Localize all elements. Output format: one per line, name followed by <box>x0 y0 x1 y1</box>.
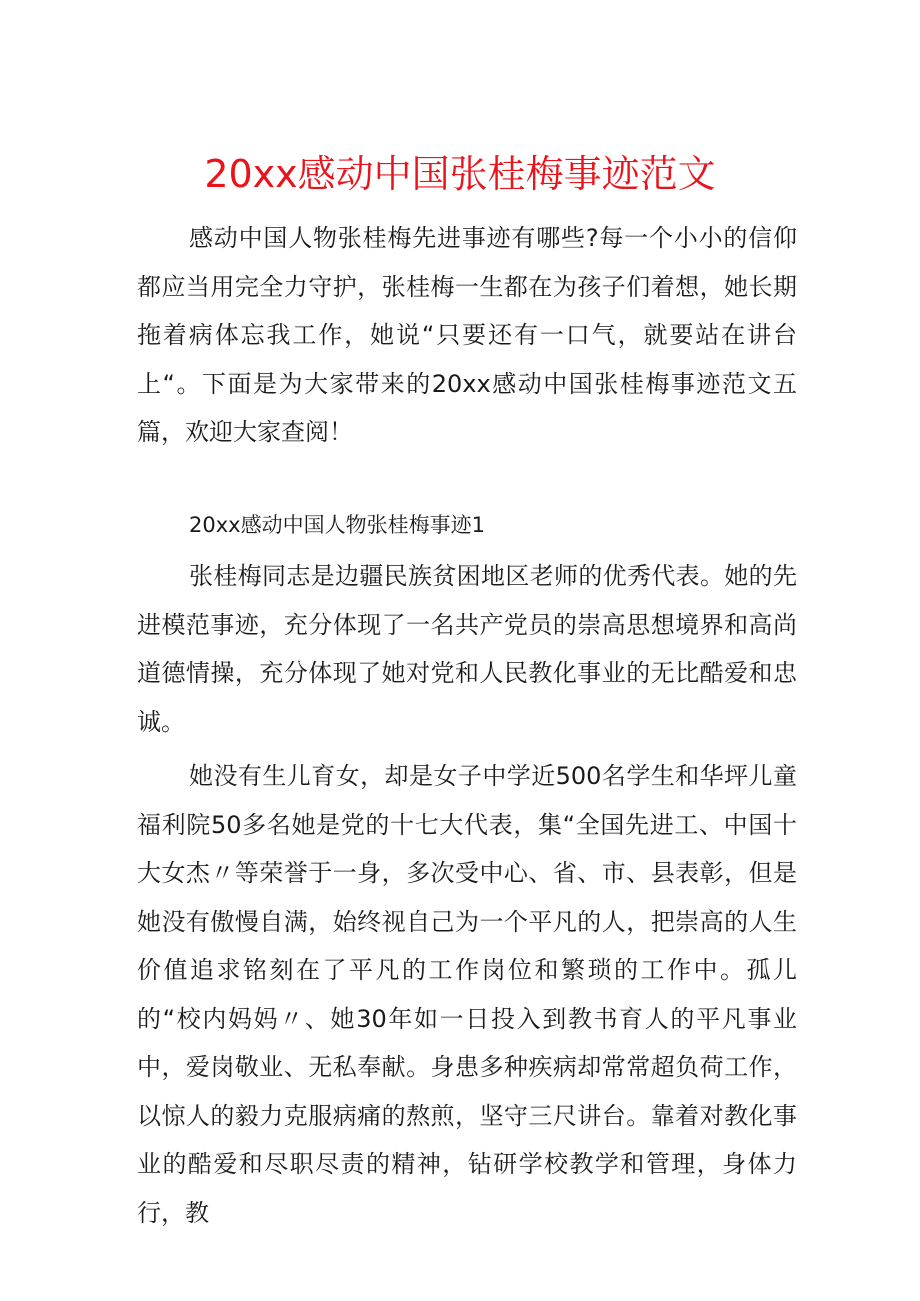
document-title: 20xx感动中国张桂梅事迹范文 <box>204 152 716 196</box>
body-paragraph-1: 张桂梅同志是边疆民族贫困地区老师的优秀代表。她的先进模范事迹，充分体现了一名共产党员的崇高思想境界和高尚道德情操，充分体现了她对党和人民教化事业的无比酷爱和忠诚。 <box>137 562 797 736</box>
body-paragraph-2: 她没有生儿育女，却是女子中学近500名学生和华坪儿童福利院50多名她是党的十七大代表，集“全国先进工、中国十大女杰〃等荣誉于一身，多次受中心、省、市、县表彰，但是她没有傲慢自满，始终视自己为一个平凡的人，把崇高的人生价值追求铭刻在了平凡的工作岗位和繁琐的工作中。孤儿的“校内妈妈〃、她30年如一日投入到教书育人的平凡事业中，爱岗敬业、无私奉献。身患多种疾病却常常超负荷工作，以惊人的毅力克服病痛的熬煎，坚守三尺讲台。靠着对教化事业的酷爱和尽职尽责的精神，钻研学校教学和管理，身体力行，教 <box>137 762 797 1227</box>
section-heading: 20xx感动中国人物张桂梅事迹1 <box>189 513 485 537</box>
section-body <box>137 552 797 1237</box>
intro-block <box>137 214 797 457</box>
intro-paragraph: 感动中国人物张桂梅先进事迹有哪些?每一个小小的信仰都应当用完全力守护，张桂梅一生都在为孩子们着想，她长期拖着病体忘我工作，她说“只要还有一口气，就要站在讲台上“。下面是为大家带来的20xx感动中国张桂梅事迹范文五篇，欢迎大家查阅！ <box>137 224 797 446</box>
